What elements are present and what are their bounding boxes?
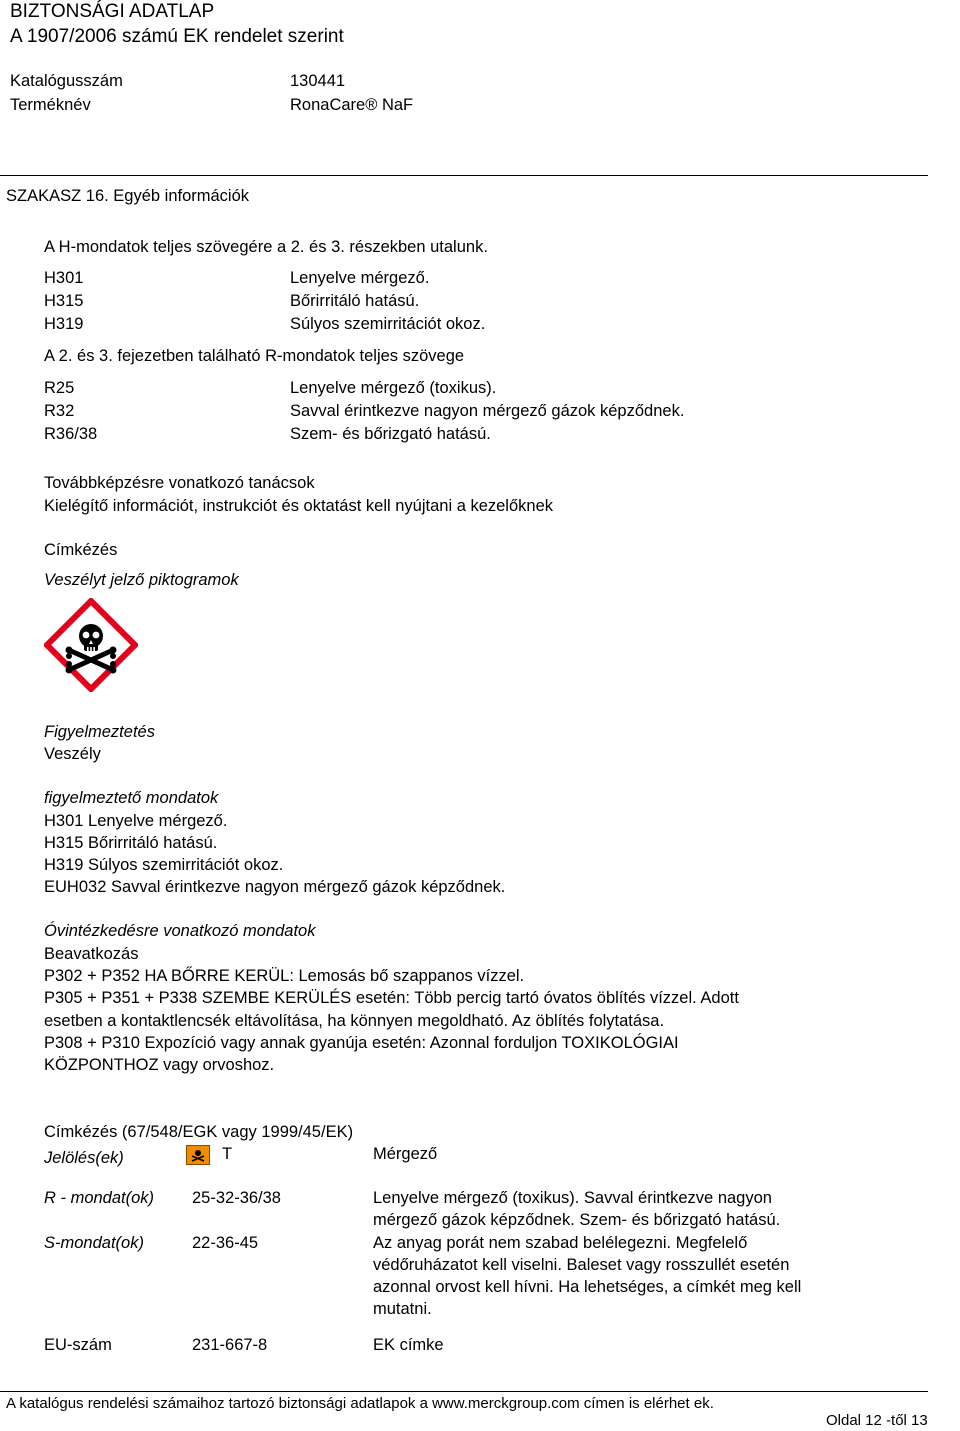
s-phrases-text: mutatni. [373, 1300, 432, 1318]
r-phrases-codes: 25-32-36/38 [192, 1189, 281, 1207]
catalog-label: Katalógusszám [10, 72, 123, 90]
r-text: Szem- és bőrizgató hatású. [290, 425, 491, 443]
h-text: Lenyelve mérgező. [290, 269, 430, 287]
hazard-line: H301 Lenyelve mérgező. [44, 812, 228, 830]
r-phrases-text: mérgező gázok képződnek. Szem- és bőrizgató hatású. [373, 1211, 781, 1229]
hazard-line: H315 Bőrirritáló hatású. [44, 834, 218, 852]
document-subtitle: A 1907/2006 számú EK rendelet szerint [10, 26, 344, 47]
document-title: BIZTONSÁGI ADATLAP [10, 1, 215, 22]
hazard-line: H319 Súlyos szemirritációt okoz. [44, 856, 284, 874]
h-text: Súlyos szemirritációt okoz. [290, 315, 486, 333]
product-value: RonaCare® NaF [290, 96, 414, 114]
r-intro: A 2. és 3. fejezetben található R-mondatok teljes szövege [44, 347, 465, 365]
r-text: Savval érintkezve nagyon mérgező gázok képződnek. [290, 402, 685, 420]
toxic-symbol-icon [186, 1145, 210, 1165]
footer-divider [0, 1391, 928, 1392]
h-code: H301 [44, 269, 84, 287]
s-phrases-text: védőruházatot kell viselni. Baleset vagy rosszullét esetén [373, 1256, 790, 1274]
designation-text: Mérgező [373, 1145, 438, 1163]
s-phrases-label: S-mondat(ok) [44, 1234, 144, 1252]
signal-value: Veszély [44, 745, 101, 763]
signal-label: Figyelmeztetés [44, 723, 155, 741]
header-divider [0, 175, 928, 176]
r-code: R32 [44, 402, 75, 420]
product-label: Terméknév [10, 96, 91, 114]
r-text: Lenyelve mérgező (toxikus). [290, 379, 497, 397]
hazard-line: EUH032 Savval érintkezve nagyon mérgező gázok képződnek. [44, 878, 506, 896]
precaution-sub: Beavatkozás [44, 945, 139, 963]
labeling-title: Címkézés [44, 541, 118, 559]
h-code: H319 [44, 315, 84, 333]
footer-note: A katalógus rendelési számaihoz tartozó biztonsági adatlapok a www.merckgroup.com címen is elérhet ek. [6, 1395, 714, 1412]
designation-code: T [222, 1145, 233, 1163]
s-phrases-text: azonnal orvost kell hívni. Ha lehetséges, a címkét meg kell [373, 1278, 802, 1296]
training-title: Továbbképzésre vonatkozó tanácsok [44, 474, 315, 492]
pictogram-label: Veszélyt jelző piktogramok [44, 571, 239, 589]
hazard-label: figyelmeztető mondatok [44, 789, 219, 807]
eu-number-text: EK címke [373, 1336, 444, 1354]
r-phrases-label: R - mondat(ok) [44, 1189, 155, 1207]
precaution-line: P308 + P310 Expozíció vagy annak gyanúja esetén: Azonnal forduljon TOXIKOLÓGIAI [44, 1034, 679, 1052]
r-code: R25 [44, 379, 75, 397]
s-phrases-codes: 22-36-45 [192, 1234, 259, 1252]
precaution-line: P305 + P351 + P338 SZEMBE KERÜLÉS esetén: Több percig tartó óvatos öblítés vízzel. Adott [44, 989, 739, 1007]
section-title: SZAKASZ 16. Egyéb információk [6, 187, 250, 205]
precaution-line: esetben a kontaktlencsék eltávolítása, ha könnyen megoldható. Az öblítés folytatása. [44, 1012, 665, 1030]
eu-labeling-title: Címkézés (67/548/EGK vagy 1999/45/EK) [44, 1123, 354, 1141]
training-text: Kielégítő információt, instrukciót és oktatást kell nyújtani a kezelőknek [44, 497, 554, 515]
eu-number-value: 231-667-8 [192, 1336, 268, 1354]
precaution-line: KÖZPONTHOZ vagy orvoshoz. [44, 1056, 275, 1074]
r-code: R36/38 [44, 425, 98, 443]
designation-label: Jelölés(ek) [44, 1149, 124, 1167]
catalog-value: 130441 [290, 72, 346, 90]
r-phrases-text: Lenyelve mérgező (toxikus). Savval érintkezve nagyon [373, 1189, 772, 1207]
h-text: Bőrirritáló hatású. [290, 292, 420, 310]
s-phrases-text: Az anyag porát nem szabad belélegezni. Megfelelő [373, 1234, 748, 1252]
h-intro: A H-mondatok teljes szövegére a 2. és 3. részekben utalunk. [44, 238, 488, 256]
precaution-label: Óvintézkedésre vonatkozó mondatok [44, 922, 316, 940]
page-number: Oldal 12 -től 13 [826, 1412, 928, 1429]
h-code: H315 [44, 292, 84, 310]
eu-number-label: EU-szám [44, 1336, 112, 1354]
precaution-line: P302 + P352 HA BŐRRE KERÜL: Lemosás bő szappanos vízzel. [44, 967, 525, 985]
skull-crossbones-icon [44, 598, 138, 692]
